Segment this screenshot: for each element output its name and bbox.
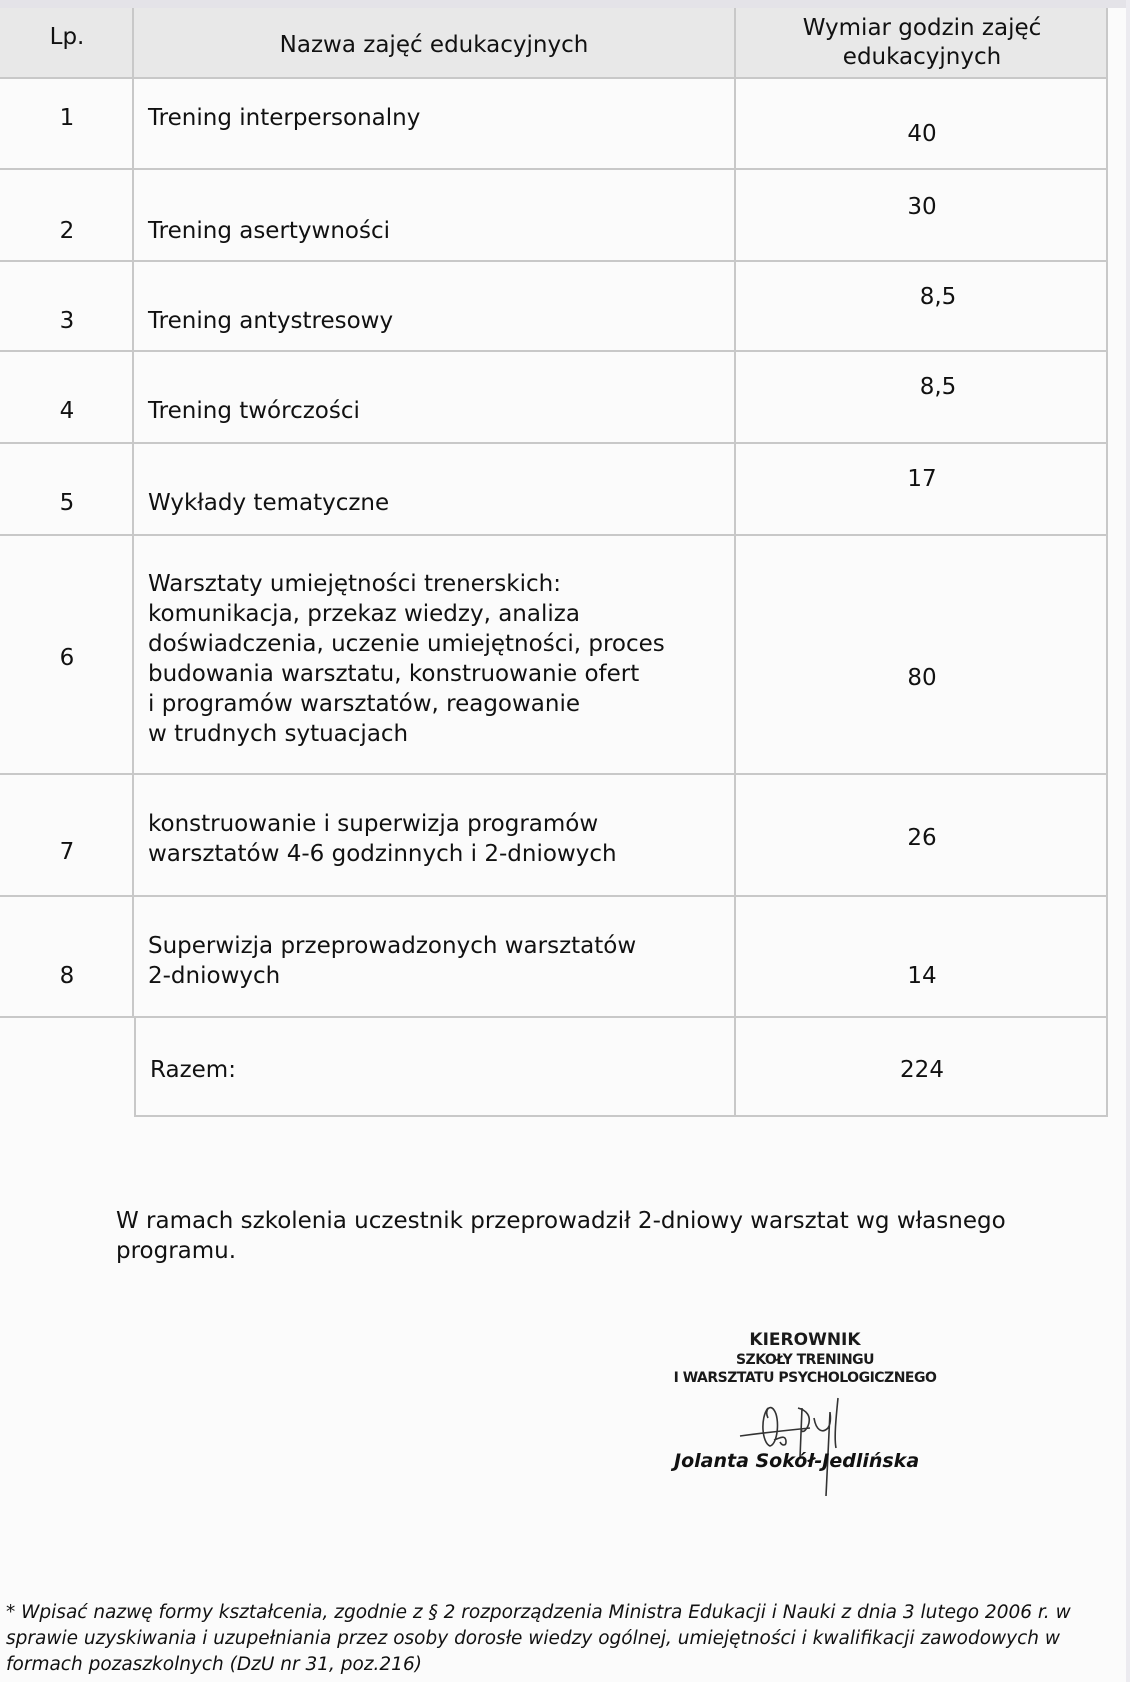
total-label-cell [134, 1018, 736, 1117]
row-lp: 4 [59, 398, 75, 424]
signature-block [640, 1330, 970, 1500]
row-name: Superwizja przeprowadzonych warsztatów 2-dniowych [148, 933, 637, 989]
name-cell [134, 79, 736, 170]
table-row [0, 775, 1108, 897]
row-lp: 6 [59, 645, 75, 671]
signatory-name: Jolanta Sokół-Jedlińska [674, 1450, 920, 1472]
header-cell-name [134, 8, 736, 79]
row-hours: 80 [907, 665, 937, 691]
table-row [0, 170, 1108, 262]
lp-cell [0, 170, 134, 262]
table-row [0, 897, 1108, 1018]
header-cell-lp [0, 8, 134, 79]
handwritten-signature-icon [730, 1388, 880, 1498]
name-cell [134, 262, 736, 352]
table-total-row [0, 1018, 1108, 1117]
table-row [0, 536, 1108, 775]
table-header-row [0, 8, 1108, 79]
row-hours: 30 [907, 194, 937, 220]
row-lp: 1 [59, 105, 75, 131]
total-label: Razem: [150, 1057, 236, 1083]
hours-cell [736, 775, 1108, 897]
signature-title-line2: SZKOŁY TRENINGU [735, 1352, 875, 1368]
row-name: Trening interpersonalny [148, 105, 421, 131]
row-hours: 26 [907, 825, 937, 851]
scan-right-edge [1126, 0, 1130, 1682]
total-hours-cell [736, 1018, 1108, 1117]
total-hours: 224 [900, 1057, 944, 1083]
row-lp: 2 [59, 218, 75, 244]
table-row [0, 444, 1108, 536]
row-lp: 5 [59, 490, 75, 516]
row-hours: 8,5 [919, 284, 957, 310]
hours-cell [736, 79, 1108, 170]
header-cell-hours [736, 8, 1108, 79]
header-name: Nazwa zajęć edukacyjnych [279, 32, 589, 58]
hours-cell [736, 536, 1108, 775]
signature-title-line1: KIEROWNIK [749, 1330, 861, 1350]
row-lp: 8 [59, 963, 75, 989]
row-name: Trening antystresowy [148, 308, 394, 334]
hours-cell [736, 352, 1108, 444]
row-hours: 8,5 [919, 374, 957, 400]
name-cell [134, 170, 736, 262]
hours-cell [736, 262, 1108, 352]
row-name: Wykłady tematyczne [148, 490, 390, 516]
header-hours: Wymiar godzin zajęć edukacyjnych [802, 15, 1042, 70]
table-row [0, 262, 1108, 352]
row-name: Trening twórczości [148, 398, 360, 424]
name-cell [134, 352, 736, 444]
signature-title-line3: I WARSZTATU PSYCHOLOGICZNEGO [673, 1370, 937, 1386]
row-name: Trening asertywności [148, 218, 391, 244]
hours-cell [736, 897, 1108, 1018]
lp-cell [0, 352, 134, 444]
footnote: * Wpisać nazwę formy kształcenia, zgodnie z § 2 rozporządzenia Ministra Edukacji i Nauki z dnia 3 lutego 2006 r. w sprawie uzyskiwania i uzupełniania przez osoby dorosłe wiedzy ogólnej, umiejętności i kwalifikacji zawodowych w formach pozaszkolnych (DzU nr 31, poz.216) [6, 1602, 1071, 1675]
table-row [0, 352, 1108, 444]
name-cell [134, 897, 736, 1018]
name-cell [134, 536, 736, 775]
table-row [0, 79, 1108, 170]
row-hours: 40 [907, 121, 937, 147]
lp-cell [0, 536, 134, 775]
row-name: Warsztaty umiejętności trenerskich: komunikacja, przekaz wiedzy, analiza doświadczenia, uczenie umiejętności, proces budowania warsztatu, konstruowanie ofert i programów warsztatów, reagowanie w trudnych sytuacjach [148, 571, 665, 747]
name-cell [134, 775, 736, 897]
row-name: konstruowanie i superwizja programów warsztatów 4-6 godzinnych i 2-dniowych [148, 811, 617, 867]
scan-top-edge [0, 0, 1130, 8]
lp-cell [0, 79, 134, 170]
name-cell [134, 444, 736, 536]
header-lp: Lp. [49, 24, 85, 50]
row-lp: 7 [59, 839, 75, 865]
hours-cell [736, 170, 1108, 262]
lp-cell [0, 775, 134, 897]
row-hours: 14 [907, 963, 937, 989]
lp-cell [0, 444, 134, 536]
row-hours: 17 [907, 466, 937, 492]
lp-cell [0, 262, 134, 352]
row-lp: 3 [59, 308, 75, 334]
hours-cell [736, 444, 1108, 536]
lp-cell [0, 897, 134, 1018]
summary-paragraph: W ramach szkolenia uczestnik przeprowadził 2-dniowy warsztat wg własnego programu. [116, 1208, 1006, 1264]
